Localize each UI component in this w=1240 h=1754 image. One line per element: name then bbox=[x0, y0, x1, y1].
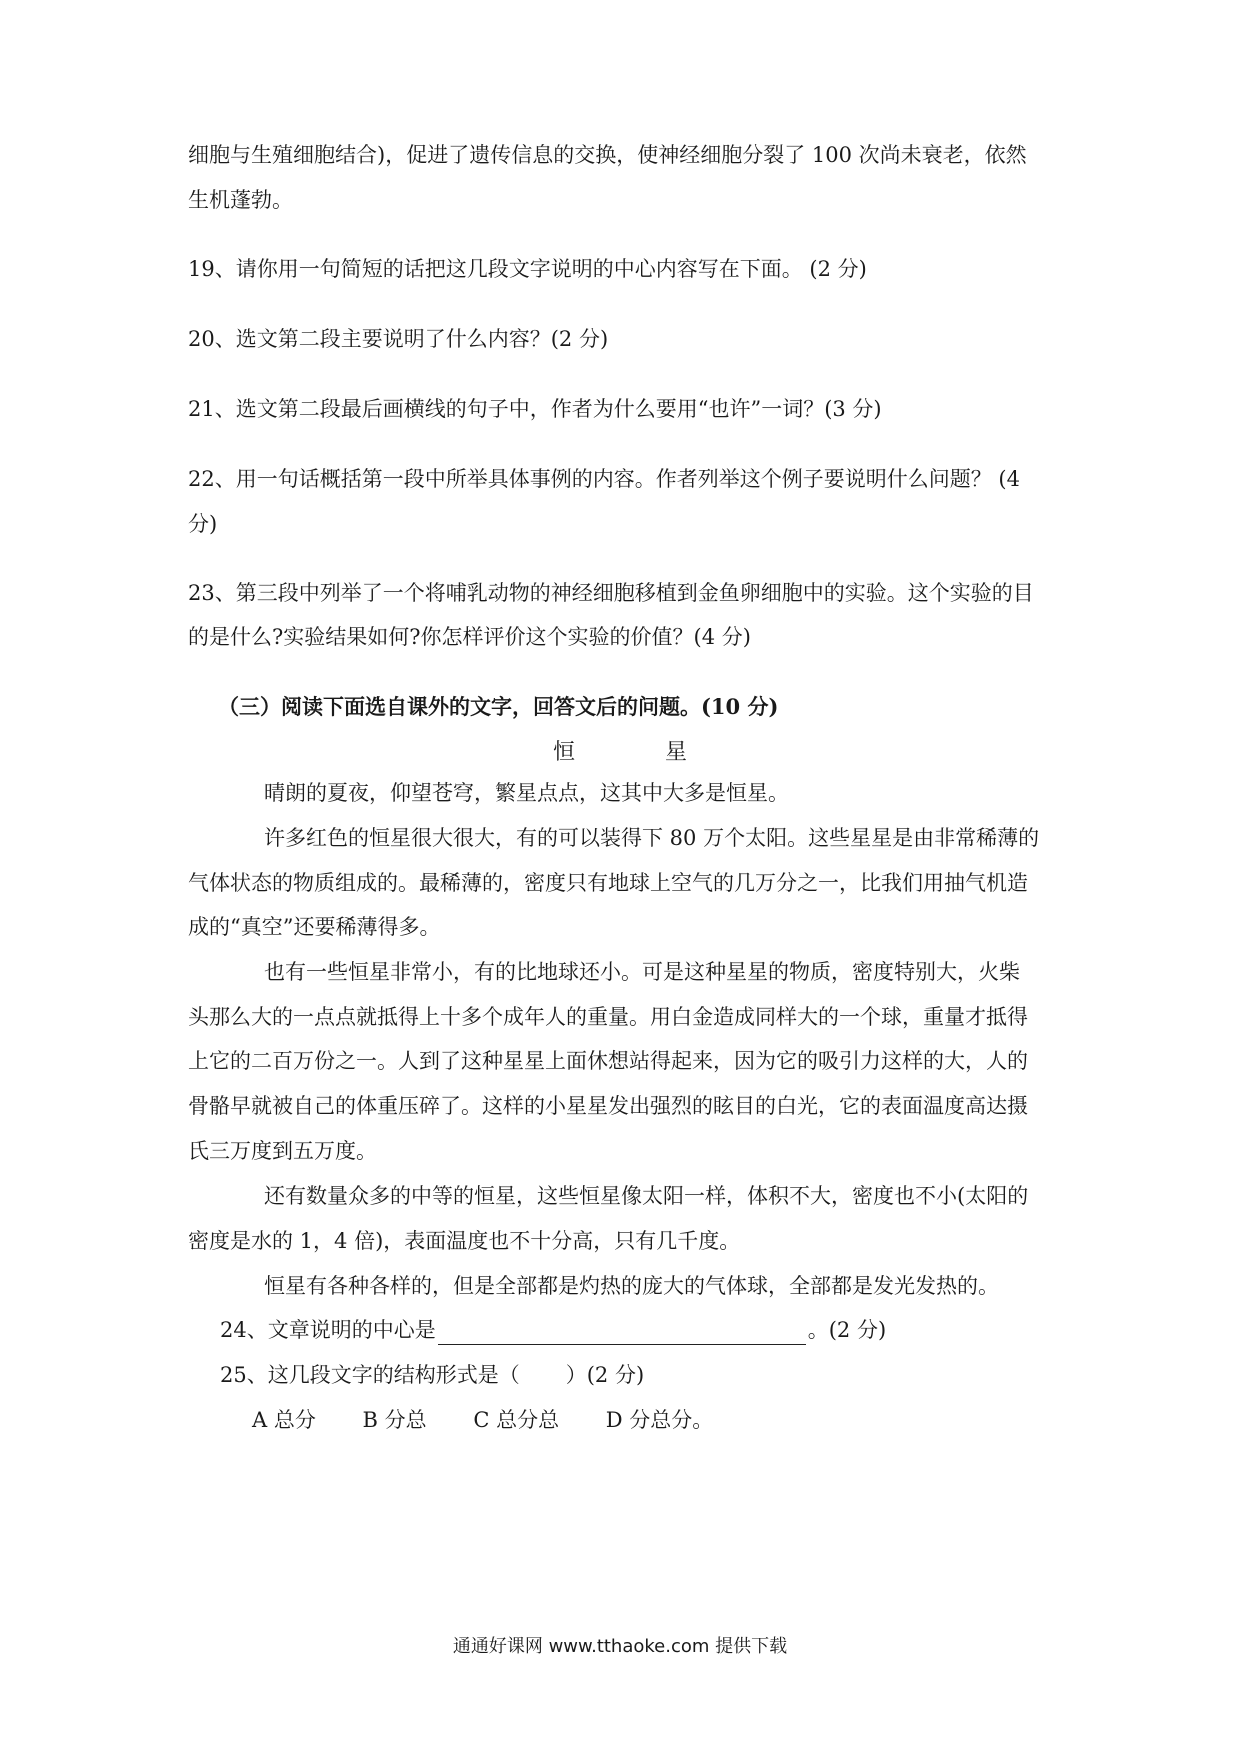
question-22-continued: 分) bbox=[188, 512, 218, 536]
passage-title-right: 星 bbox=[665, 740, 688, 765]
passage-paragraph-5: 恒星有各种各样的，但是全部都是灼热的庞大的气体球，全部都是发光发热的。 bbox=[264, 1274, 999, 1298]
question-20: 20、选文第二段主要说明了什么内容？(2 分) bbox=[188, 327, 609, 351]
answer-blank bbox=[438, 1322, 806, 1345]
passage-line: 上它的二百万份之一。人到了这种星星上面休想站得起来，因为它的吸引力这样的大，人的 bbox=[188, 1049, 1028, 1073]
question-24-prefix: 24、文章说明的中心是 bbox=[220, 1318, 436, 1342]
question-19: 19、请你用一句简短的话把这几段文字说明的中心内容写在下面。 (2 分) bbox=[188, 257, 867, 281]
passage-line: 骨骼早就被自己的体重压碎了。这样的小星星发出强烈的眩目的白光，它的表面温度高达摄 bbox=[188, 1094, 1028, 1118]
question-25-prefix: 25、这几段文字的结构形式是（ bbox=[220, 1363, 520, 1387]
passage-title-left: 恒 bbox=[552, 740, 575, 765]
footer-credit: 通通好课网 www.tthaoke.com 提供下载 bbox=[452, 1636, 788, 1657]
passage-paragraph-1: 晴朗的夏夜，仰望苍穹，繁星点点，这其中大多是恒星。 bbox=[264, 781, 789, 805]
passage-line: 密度是水的 1，4 倍)，表面温度也不十分高，只有几千度。 bbox=[188, 1229, 741, 1253]
passage-line: 气体状态的物质组成的。最稀薄的，密度只有地球上空气的几万分之一，比我们用抽气机造 bbox=[188, 871, 1028, 895]
passage-paragraph-4: 还有数量众多的中等的恒星，这些恒星像太阳一样，体积不大，密度也不小(太阳的 bbox=[264, 1184, 1029, 1208]
question-21: 21、选文第二段最后画横线的句子中，作者为什么要用“也许”一词？(3 分) bbox=[188, 397, 882, 421]
question-22: 22、用一句话概括第一段中所举具体事例的内容。作者列举这个例子要说明什么问题？ (4 bbox=[188, 467, 1020, 491]
passage-line: 头那么大的一点点就抵得上十多个成年人的重量。用白金造成同样大的一个球，重量才抵得 bbox=[188, 1005, 1028, 1029]
question-24 bbox=[220, 1315, 886, 1345]
passage-paragraph-2: 许多红色的恒星很大很大，有的可以装得下 80 万个太阳。这些星星是由非常稀薄的 bbox=[264, 826, 1040, 850]
option-c: C 总分总 bbox=[473, 1408, 560, 1432]
question-24-suffix: 。(2 分) bbox=[807, 1318, 887, 1342]
option-d: D 分总分。 bbox=[605, 1408, 714, 1432]
passage-line: 氏三万度到五万度。 bbox=[188, 1139, 377, 1163]
option-b: B 分总 bbox=[362, 1408, 427, 1432]
question-23-continued: 的是什么?实验结果如何?你怎样评价这个实验的价值？(4 分) bbox=[188, 625, 751, 649]
passage-line: 成的“真空”还要稀薄得多。 bbox=[188, 915, 441, 939]
option-a: A 总分 bbox=[252, 1408, 316, 1432]
question-25-suffix: ）(2 分) bbox=[565, 1363, 645, 1387]
question-25 bbox=[220, 1360, 644, 1390]
options-row bbox=[252, 1405, 753, 1435]
passage-title bbox=[0, 735, 1240, 766]
passage-paragraph-3: 也有一些恒星非常小，有的比地球还小。可是这种星星的物质，密度特别大，火柴 bbox=[264, 960, 1020, 984]
section-heading: （三）阅读下面选自课外的文字，回答文后的问题。(10 分) bbox=[218, 694, 779, 719]
passage-continuation-line: 细胞与生殖细胞结合)，促进了遗传信息的交换，使神经细胞分裂了 100 次尚未衰老，依然 bbox=[188, 143, 1027, 167]
passage-continuation-line: 生机蓬勃。 bbox=[188, 188, 293, 212]
question-23: 23、第三段中列举了一个将哺乳动物的神经细胞移植到金鱼卵细胞中的实验。这个实验的目 bbox=[188, 581, 1034, 605]
